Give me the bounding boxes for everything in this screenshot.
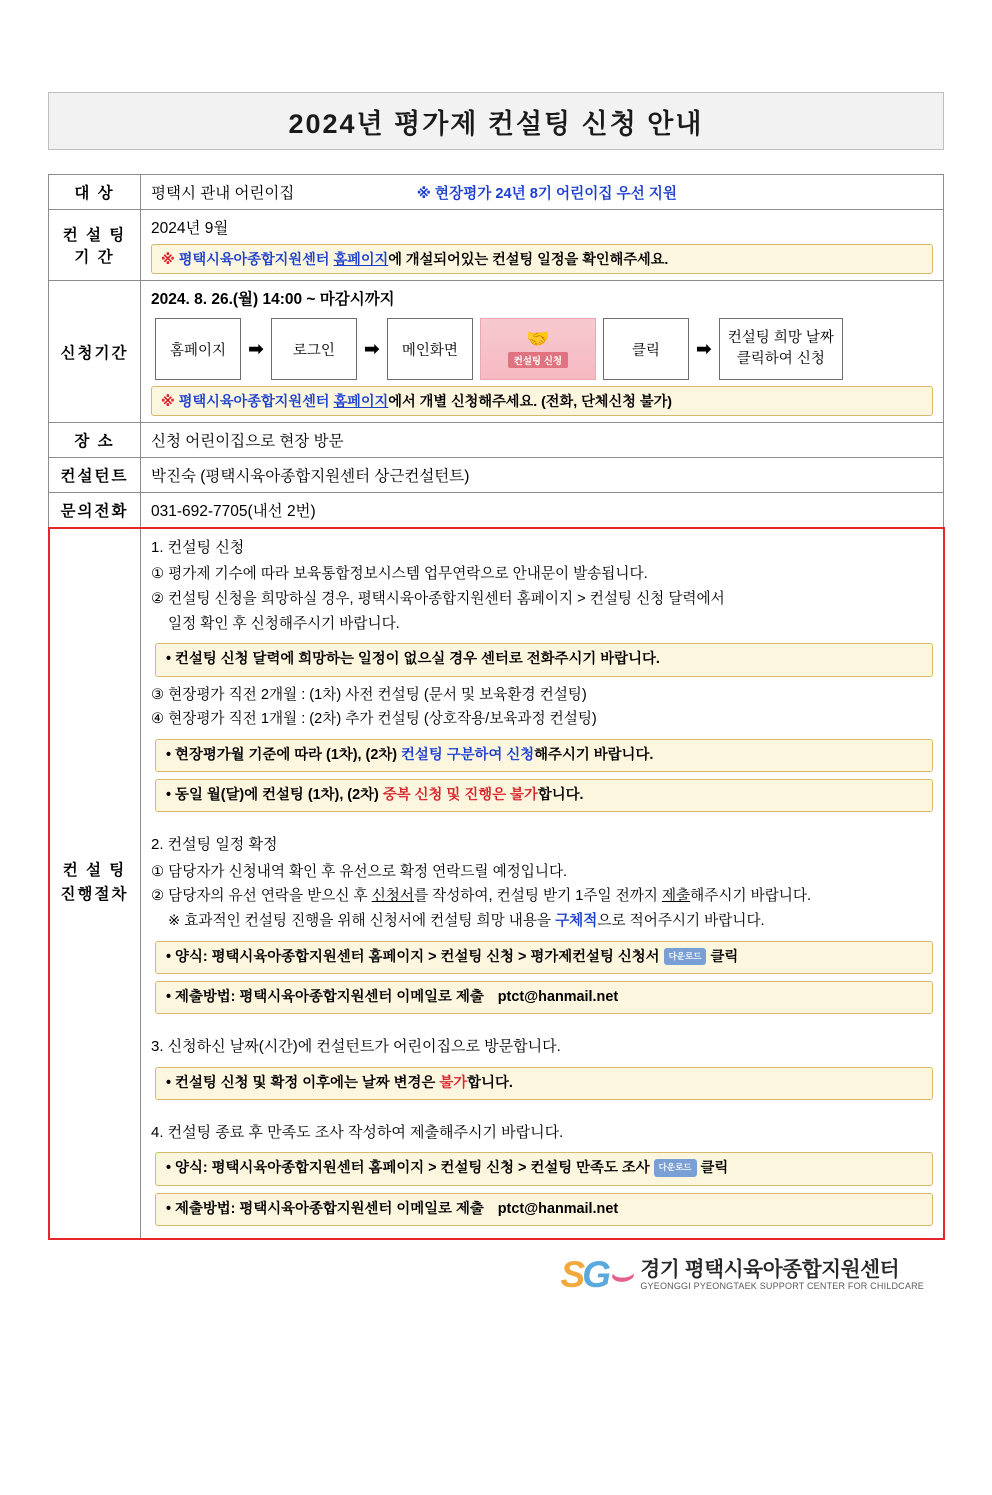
row-label-procedure-line2: 진행절차 xyxy=(60,886,129,904)
procedure-note-round-split-b: 컨설팅 구분하여 신청 xyxy=(401,746,535,763)
period-note-center: 평택시육아종합지원센터 xyxy=(178,252,334,268)
procedure-note-submit-application-text: • 제출방법: 평택시육아종합지원센터 이메일로 제출 xyxy=(166,989,484,1006)
apply-note-homepage: 홈페이지 xyxy=(333,394,389,410)
procedure-section-2-line-2d: 해주시기 바랍니다. xyxy=(690,888,812,905)
procedure-section-1-line-1: ① 평가제 기수에 따라 보육통합정보시스템 업무연락으로 안내문이 발송됩니다. xyxy=(151,566,648,583)
apply-note xyxy=(151,386,933,416)
procedure-note-form-survey xyxy=(155,1152,933,1185)
row-value-apply xyxy=(141,281,944,423)
procedure-note-duplicate-c: 합니다. xyxy=(537,787,584,804)
flow-step-login: 로그인 xyxy=(271,318,357,380)
procedure-section-2-line-2a: ② 담당자의 유선 연락을 받으신 후 xyxy=(151,888,372,905)
procedure-note-duplicate xyxy=(155,779,933,812)
info-table xyxy=(48,174,944,1240)
table-row-procedure xyxy=(49,528,944,1240)
row-value-consultant: 박진숙 (평택시육아종합지원센터 상근컨설턴트) xyxy=(141,458,944,493)
procedure-note-form-application-text: • 양식: 평택시육아종합지원센터 홈페이지 > 컨설팅 신청 > 평가제컨설팅 신청서 xyxy=(166,948,660,965)
period-note-prefix: ※ xyxy=(161,252,179,268)
apply-note-center: 평택시육아종합지원센터 xyxy=(178,394,334,410)
procedure-note-round-split-a: • 현장평가월 기준에 따라 (1차), (2차) xyxy=(166,746,402,763)
flow-step-select-date-line1: 컨설팅 희망 날짜 xyxy=(727,329,834,346)
document-title-bar xyxy=(48,92,944,150)
spacer-2 xyxy=(151,1021,933,1033)
table-row-place xyxy=(49,423,944,458)
period-note-suffix: 에 개설되어있는 컨설팅 일정을 확인해주세요. xyxy=(388,252,669,268)
procedure-section-3-head: 3. 신청하신 날짜(시간)에 컨설턴트가 어린이집으로 방문합니다. xyxy=(151,1038,561,1056)
procedure-note-duplicate-a: • 동일 월(달)에 컨설팅 (1차), (2차) xyxy=(166,787,383,804)
period-note-homepage: 홈페이지 xyxy=(333,252,389,268)
procedure-note-submit-survey-text: • 제출방법: 평택시육아종합지원센터 이메일로 제출 xyxy=(166,1200,484,1217)
email-address-2[interactable]: ptct@hanmail.net xyxy=(497,1200,619,1217)
download-icon-1[interactable]: 다운로드 xyxy=(664,948,707,966)
apply-flow-diagram xyxy=(155,318,933,380)
procedure-note-round-split xyxy=(155,739,933,772)
download-icon-2[interactable]: 다운로드 xyxy=(654,1159,697,1177)
footer-logo xyxy=(48,1253,944,1295)
apply-note-suffix: 에서 개별 신청해주세요. (전화, 단체신청 불가) xyxy=(388,394,673,410)
apply-note-prefix: ※ xyxy=(161,394,179,410)
flow-step-select-date-line2: 클릭하여 신청 xyxy=(736,351,825,367)
table-row-period xyxy=(49,210,944,281)
flow-step-select-date xyxy=(719,318,843,380)
procedure-note-date-change-a: • 컨설팅 신청 및 확정 이후에는 날짜 변경은 xyxy=(166,1074,440,1091)
procedure-section-1-line-3: 일정 확인 후 신청해주시기 바랍니다. xyxy=(168,615,400,632)
table-row-phone xyxy=(49,493,944,528)
flow-step-homepage: 홈페이지 xyxy=(155,318,241,380)
table-row-consultant xyxy=(49,458,944,493)
period-value: 2024년 9월 xyxy=(151,220,229,237)
table-row-target xyxy=(49,175,944,210)
row-label-target: 대 상 xyxy=(49,175,141,210)
arrow-icon-2: ➡ xyxy=(363,338,380,360)
procedure-section-1-line-2: ② 컨설팅 신청을 희망하실 경우, 평택시육아종합지원센터 홈페이지 > 컨설팅 신청 달력에서 xyxy=(151,590,725,607)
target-value: 평택시 관내 어린이집 xyxy=(151,185,295,202)
center-logo-icon: SG⌣ xyxy=(560,1253,630,1295)
procedure-section-1-line-5: ④ 현장평가 직전 1개월 : (2차) 추가 컨설팅 (상호작용/보육과정 컨설팅) xyxy=(151,711,597,728)
row-label-procedure-line1: 컨 설 팅 xyxy=(62,861,127,879)
procedure-section-2-line-1: ① 담당자가 신청내역 확인 후 유선으로 확정 연락드릴 예정입니다. xyxy=(151,863,568,880)
procedure-note-date-change-b: 불가 xyxy=(439,1074,468,1091)
row-value-phone: 031-692-7705(내선 2번) xyxy=(141,493,944,528)
period-note xyxy=(151,244,933,274)
row-label-period-line1: 컨 설 팅 xyxy=(62,227,127,244)
procedure-section-1-head: 1. 컨설팅 신청 xyxy=(151,539,245,556)
procedure-note-duplicate-b: 중복 신청 및 진행은 불가 xyxy=(382,787,538,804)
organization-name-en: GYEONGGI PYEONGTAEK SUPPORT CENTER FOR CHILDCARE xyxy=(640,1281,924,1292)
row-label-procedure xyxy=(49,528,141,1240)
row-label-apply: 신청기간 xyxy=(49,281,141,423)
arrow-icon-3: ➡ xyxy=(695,338,712,360)
procedure-note-form-survey-tail: 클릭 xyxy=(700,1160,729,1177)
email-address-1[interactable]: ptct@hanmail.net xyxy=(497,989,619,1006)
procedure-note-date-change-c: 합니다. xyxy=(467,1074,513,1091)
row-value-target xyxy=(141,175,944,210)
procedure-note-form-survey-text: • 양식: 평택시육아종합지원센터 홈페이지 > 컨설팅 신청 > 컨설팅 만족도 조사 xyxy=(166,1160,650,1177)
flow-step-click: 클릭 xyxy=(603,318,689,380)
arrow-icon-1: ➡ xyxy=(248,338,264,360)
footer-text-block xyxy=(640,1258,924,1292)
procedure-note-submit-survey xyxy=(155,1193,933,1226)
procedure-section-1-line-4: ③ 현장평가 직전 2개월 : (1차) 사전 컨설팅 (문서 및 보육환경 컨설팅) xyxy=(151,686,587,703)
procedure-note-submit-application xyxy=(155,981,933,1014)
apply-value: 2024. 8. 26.(월) 14:00 ~ 마감시까지 xyxy=(151,291,395,308)
row-label-period xyxy=(49,210,141,281)
procedure-section-2-submit-word: 제출 xyxy=(661,888,691,905)
procedure-section-2-line-3c: 으로 적어주시기 바랍니다. xyxy=(597,913,765,930)
consulting-apply-banner xyxy=(480,318,596,380)
spacer-1 xyxy=(151,819,933,831)
procedure-note-date-change xyxy=(155,1067,933,1100)
document-page xyxy=(0,92,992,1495)
row-label-place: 장 소 xyxy=(49,423,141,458)
procedure-section-2-head: 2. 컨설팅 일정 확정 xyxy=(151,836,278,854)
procedure-section-2-line-2 xyxy=(151,885,933,909)
procedure-section-2-specific: 구체적 xyxy=(555,913,598,930)
handshake-icon: 🤝 xyxy=(526,329,550,350)
procedure-note-form-application-tail: 클릭 xyxy=(710,948,739,965)
page-title: 2024년 평가제 컨설팅 신청 안내 xyxy=(288,108,704,139)
target-note: ※ 현장평가 24년 8기 어린이집 우선 지원 xyxy=(416,186,677,202)
flow-step-mainscreen: 메인화면 xyxy=(387,318,473,380)
procedure-section-2-line-2b: 를 작성하여, 컨설팅 받기 1주일 전까지 xyxy=(413,888,662,905)
banner-label: 컨설팅 신청 xyxy=(508,352,569,368)
spacer-3 xyxy=(151,1107,933,1119)
organization-name: 경기 평택시육아종합지원센터 xyxy=(640,1257,900,1281)
procedure-note-form-application xyxy=(155,941,933,974)
row-value-period xyxy=(141,210,944,281)
row-value-place: 신청 어린이집으로 현장 방문 xyxy=(141,423,944,458)
procedure-note-round-split-c: 해주시기 바랍니다. xyxy=(534,746,654,763)
procedure-section-4-head: 4. 컨설팅 종료 후 만족도 조사 작성하여 제출해주시기 바랍니다. xyxy=(151,1123,564,1141)
row-label-period-line2: 기 간 xyxy=(74,249,115,266)
row-value-procedure xyxy=(141,528,944,1240)
row-label-consultant: 컨설턴트 xyxy=(49,458,141,493)
procedure-section-2-application-form: 신청서 xyxy=(371,888,414,905)
procedure-section-2-line-3a: ※ 효과적인 컨설팅 진행을 위해 신청서에 컨설팅 희망 내용을 xyxy=(168,913,556,930)
procedure-note-calendar: • 컨설팅 신청 달력에 희망하는 일정이 없으실 경우 센터로 전화주시기 바랍니다. xyxy=(155,643,933,676)
procedure-section-2-line-3 xyxy=(151,910,933,934)
table-row-apply xyxy=(49,281,944,423)
row-label-phone: 문의전화 xyxy=(49,493,141,528)
